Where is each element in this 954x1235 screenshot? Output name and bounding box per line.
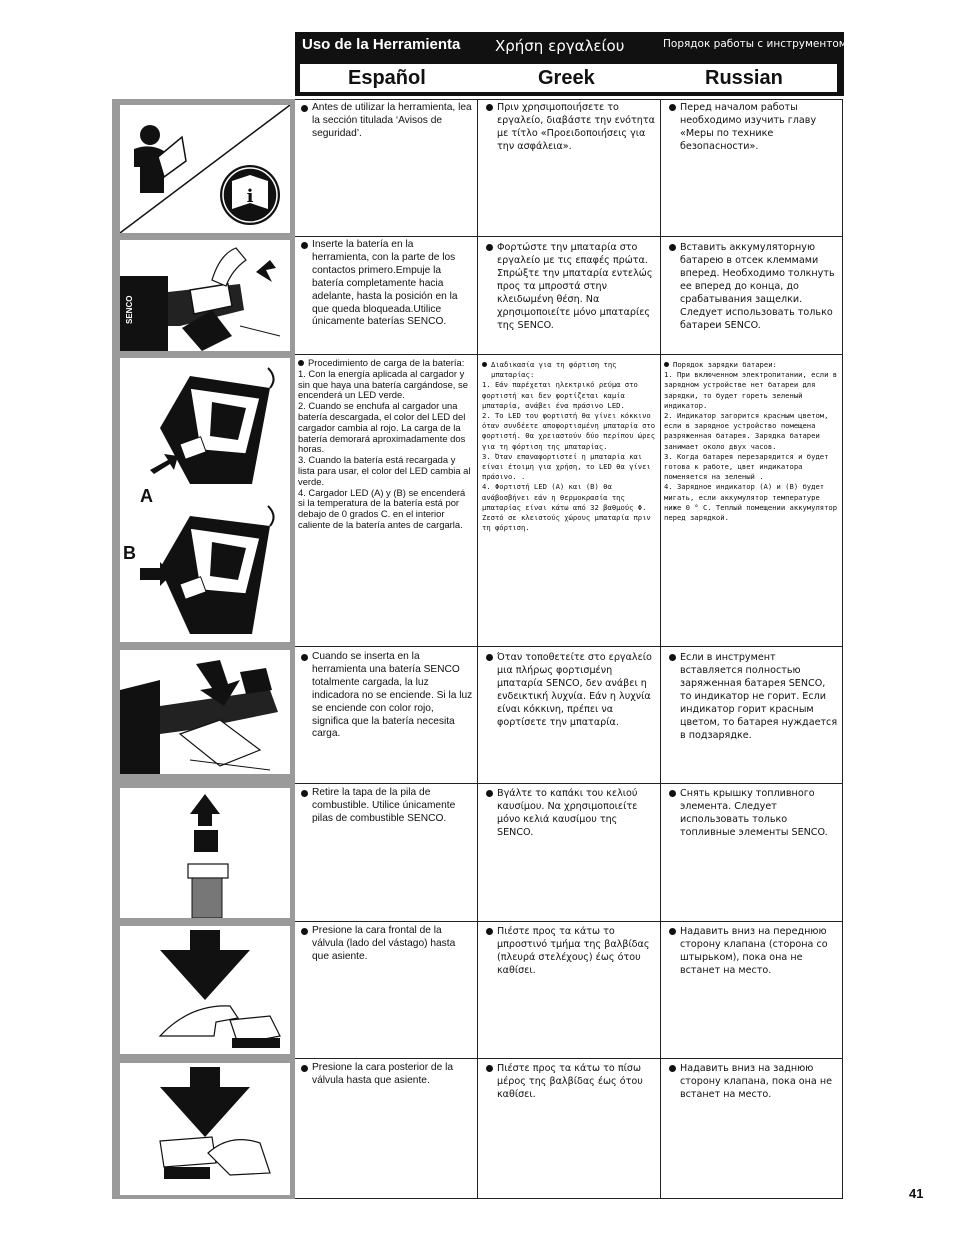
section-header xyxy=(295,32,847,96)
list-item: 1. Con la energía aplicada al cargador y sin que haya una batería cargándose, se encenderá un LED verde. xyxy=(298,367,468,401)
row3-el-list xyxy=(482,380,657,533)
list-item: 2. Индикатор загорится красным цветом, если в зарядное устройство помещена разряженная батарея. Зарядка батареи занимает около двух часов. xyxy=(664,411,829,451)
row3-es-list xyxy=(298,369,474,531)
title-greek: Χρήση εργαλείου xyxy=(495,37,625,55)
row6-ru: Надавить вниз на переднюю сторону клапана (сторона со штырьком), пока она не встанет на место. xyxy=(661,922,843,1059)
row5-es: Retire la tapa de la pila de combustible. Utilice únicamente pilas de combustible SENCO. xyxy=(295,784,478,922)
row6-el: Πιέστε προς τα κάτω το μπροστινό τμήμα της βαλβίδας (πλευρά στελέχους) έως ότου καθίσει. xyxy=(478,922,661,1059)
up-arrow-icon xyxy=(190,794,220,826)
senco-logo: SENCO xyxy=(125,295,134,324)
row7-ru: Надавить вниз на заднюю сторону клапана, пока она не встанет на место. xyxy=(661,1059,843,1199)
illustration-fuel-cell-cap xyxy=(120,788,290,918)
illustration-press-back xyxy=(120,1063,290,1195)
row5-ru: Снять крышку топливного элемента. Следует использовать только топливные элементы SENCO. xyxy=(661,784,843,922)
row3-ru: Порядок зарядки батареи: 1. При включенном электропитании, если в зарядном устройстве нет батареи для зарядки, то будет гореть зеленый индикатор. 2. Индикатор загорится красным цветом, если в зарядное устройство помещена разряженная батарея. Зарядка батареи занимает около двух часов. 3. Когда батарея перезарядится и будет готова к работе, цвет индикатора поменяется на зеленый . 4. Зарядное индикатор (A) и (B) будет мигать, если аккумулятор температуре ниже 0 ° C. Теплый помещении аккумулятор перед зарядкой. xyxy=(661,355,843,647)
list-item: 3. Όταν επαναφορτιστεί η μπαταρία και είναι έτοιμη για χρήση, το LED θα γίνει πράσινο. . xyxy=(482,451,651,482)
lang-russian: Russian xyxy=(705,67,783,89)
info-icon: i xyxy=(246,186,254,207)
down-arrow-icon xyxy=(160,1067,250,1137)
list-item: 1. При включенном электропитании, если в зарядном устройстве нет батареи для зарядки, то будет гореть зеленый индикатор. xyxy=(664,370,838,410)
row4-es: Cuando se inserta en la herramienta una batería SENCO totalmente cargada, la luz indicadora no se enciende. Si la luz se enciende con color rojo, significa que la batería necesita carga. xyxy=(295,647,478,784)
list-item: 3. Cuando la batería está recargada y lista para usar, el color del LED cambia al verde. xyxy=(298,454,471,487)
label-a: A xyxy=(140,486,153,506)
row2-ru: Вставить аккумуляторную батарею в отсек клеммами вперед. Необходимо толкнуть ее вперед до конца, до срабатывания защелки. Следует использовать только батареи SENCO. xyxy=(661,237,843,355)
illustration-press-front xyxy=(120,926,290,1054)
row7-el: Πιέστε προς τα κάτω το πίσω μέρος της βαλβίδας έως ότου καθίσει. xyxy=(478,1059,661,1199)
list-item: 1. Εάν παρέχεται ηλεκτρικό ρεύμα στο φορτιστή και δεν φορτίζεται καμία μπαταρία, ανάβει ένα πράσινο LED. xyxy=(482,380,638,410)
row4-ru: Если в инструмент вставляется полностью заряженная батарея SENCO, то индикатор не горит. Если индикатор горит красным цветом, то батарея нуждается в подзарядке. xyxy=(661,647,843,784)
list-item: 3. Когда батарея перезарядится и будет готова к работе, цвет индикатора поменяется на зеленый . xyxy=(664,451,829,482)
row1-el: Πριν χρησιμοποιήσετε το εργαλείο, διαβάστε την ενότητα με τίτλο «Προειδοποιήσεις για την ασφάλεια». xyxy=(478,99,661,237)
row3-es: Procedimiento de carga de la batería: 1. Con la energía aplicada al cargador y sin que haya una batería cargándose, se encenderá un LED verde. 2. Cuando se enchufa al cargador una batería descargada, el color del LED del cargador cambia al rojo. La carga de la batería demorará aproximadamente dos horas. 3. Cuando la batería está recargada y lista para usar, el color del LED cambia al verde. 4. Cargador LED (A) y (B) se encenderá si la temperatura de la batería está por debajo de 0 grados C. en el interior caliente de la batería antes de cargarla. xyxy=(295,355,478,647)
illustration-indicator xyxy=(120,650,290,774)
push-arrow-icon xyxy=(256,260,276,282)
list-item: 4. Φορτιστή LED (A) και (B) θα ανάβοσβήνει εάν η θερμοκρασία της μπαταρίας είναι κάτω από 32 βαθμούς Φ. Ζεστό σε κλειστούς χώρους μπαταρία πριν τη φόρτιση. xyxy=(482,482,651,533)
row5-el: Βγάλτε το καπάκι του κελιού καυσίμου. Να χρησιμοποιείτε μόνο κελιά καυσίμου της SENCO. xyxy=(478,784,661,922)
row2-el: Φορτώστε την μπαταρία στο εργαλείο με τις επαφές πρώτα. Σπρώξτε την μπαταρία εντελώς προς τα μπροστά στην κλειδωμένη θέση. Να χρησιμοποιείτε μόνο μπαταρίες της SENCO. xyxy=(478,237,661,355)
row3-ru-list xyxy=(664,370,839,523)
row4-el: Όταν τοποθετείτε στο εργαλείο μια πλήρως φορτισμένη μπαταρία SENCO, δεν ανάβει η ενδεικτική λυχνία. Εάν η λυχνία είναι κόκκινη, πρέπει να φορτίσετε την μπαταρία. xyxy=(478,647,661,784)
label-b: B xyxy=(123,543,136,563)
row1-ru: Перед началом работы необходимо изучить главу «Меры по технике безопасности». xyxy=(661,99,843,237)
title-russian: Порядок работы с инструментом xyxy=(663,38,847,50)
page-number: 41 xyxy=(909,1186,924,1201)
list-item: 2. Το LED του φορτιστή θα γίνει κόκκινο όταν συνδέετε αποφορτισμένη μπαταρία στο φορτιστή. Θα χρειαστούν δύο περίπου ώρες για τη φόρτιση της μπαταρίας. xyxy=(482,411,656,451)
list-item: 4. Зарядное индикатор (A) и (B) будет мигать, если аккумулятор температуре ниже 0 ° C. Теплый помещении аккумулятор перед зарядкой. xyxy=(664,482,838,523)
list-item: 2. Cuando se enchufa al cargador una batería descargada, el color del LED del cargador cambia al rojo. La carga de la batería demorará aproximadamente dos horas. xyxy=(298,400,466,455)
language-bar xyxy=(299,63,838,93)
illustration-insert-battery xyxy=(120,240,290,351)
row6-es: Presione la cara frontal de la válvula (lado del vástago) hasta que asiente. xyxy=(295,922,478,1059)
row3-el: Διαδικασία για τη φόρτιση της μπαταρίας: 1. Εάν παρέχεται ηλεκτρικό ρεύμα στο φορτιστή και δεν φορτίζεται καμία μπαταρία, ανάβει ένα πράσινο LED. 2. Το LED του φορτιστή θα γίνει κόκκινο όταν συνδέετε αποφορτισμένη μπαταρία στο φορτιστή. Θα χρειαστούν δύο περίπου ώρες για τη φόρτιση της μπαταρίας. 3. Όταν επαναφορτιστεί η μπαταρία και είναι έτοιμη για χρήση, το LED θα γίνει πράσινο. . 4. Φορτιστή LED (A) και (B) θα ανάβοσβήνει εάν η θερμοκρασία της μπαταρίας είναι κάτω από 32 βαθμούς Φ. Ζεστό σε κλειστούς χώρους μπαταρία πριν τη φόρτιση. xyxy=(478,355,661,647)
illustration-read-manual xyxy=(120,105,290,233)
lang-spanish: Español xyxy=(348,67,426,89)
row7-es: Presione la cara posterior de la válvula hasta que asiente. xyxy=(295,1059,478,1199)
row2-es: Inserte la batería en la herramienta, con la parte de los contactos primero.Empuje la batería completamente hacia adelante, hasta la posición en la que queda bloqueada.Utilice únicamente baterías SENCO. xyxy=(295,237,478,355)
row1-es: Antes de utilizar la herramienta, lea la sección titulada ‘Avisos de seguridad’. xyxy=(295,99,478,237)
list-item: 4. Cargador LED (A) y (B) se encenderá si la temperatura de la batería está por debajo de 0 grados C. en el interior caliente de la batería antes de cargarla. xyxy=(298,486,466,530)
title-spanish: Uso de la Herramienta xyxy=(302,36,461,53)
arrow-a-icon xyxy=(150,454,178,474)
header-titles xyxy=(295,32,847,58)
down-arrow-icon xyxy=(160,930,250,1000)
lang-greek: Greek xyxy=(538,67,595,89)
